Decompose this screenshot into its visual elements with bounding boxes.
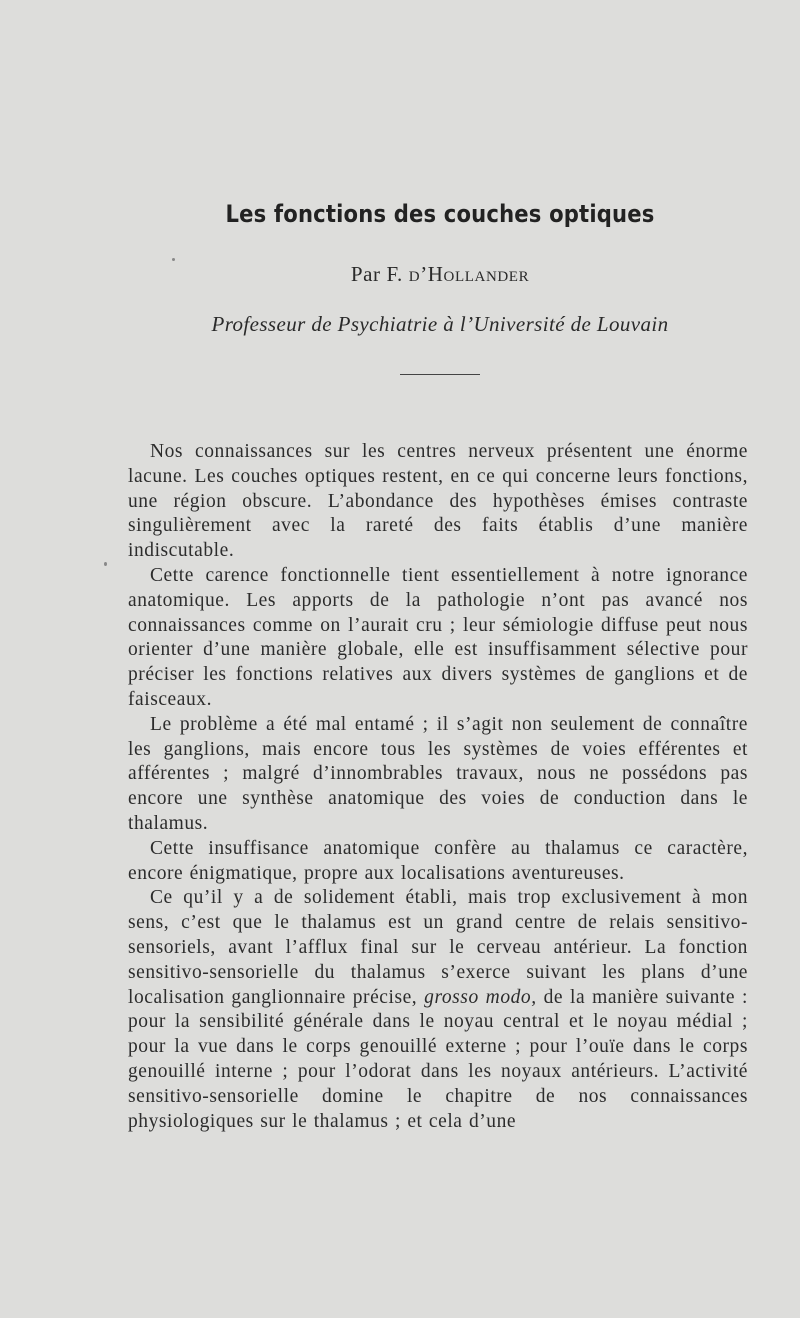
paragraph-5 (128, 886, 748, 1134)
paragraph-1: Nos connaissances sur les centres nerveux présentent une énorme lacune. Les couches optiques restent, en ce qui concerne leurs fonctions, une région obscure. L’abondance des hypothèses émises contraste singulièrement avec la rareté des faits établis d’une manière indiscutable. (128, 441, 748, 562)
paper-speck (172, 258, 175, 261)
paragraph-3: Le problème a été mal entamé ; il s’agit non seulement de connaître les ganglions, mais encore tous les systèmes de voies efférentes et afférentes ; malgré d’innombrables travaux, nous ne possédons pas encore une synthèse anatomique des voies de conduction dans le thalamus. (128, 713, 748, 834)
author-name: d’Hollander (408, 262, 530, 286)
paragraph-2: Cette carence fonctionnelle tient essentiellement à notre ignorance anatomique. Les apports de la pathologie n’ont pas avancé nos connaissances comme on l’aurait cru ; leur sémiologie diffuse peut nous orienter d’une manière globale, elle est insuffisamment sélective pour préciser les fonctions relatives aux divers systèmes de ganglions et de faisceaux. (128, 564, 748, 710)
paper-speck (104, 562, 107, 566)
title-separator-rule (400, 374, 480, 375)
paragraph-4: Cette insuffisance anatomique confère au thalamus ce caractère, encore énigmatique, propre aux localisations aventureuses. (128, 837, 748, 884)
paragraph-5-italic: grosso modo, (424, 986, 537, 1008)
article-title: Les fonctions des couches optiques (225, 200, 655, 228)
author-line (0, 262, 800, 287)
paragraph-5-part-1: Ce qu’il y a de solidement établi, mais trop exclusivement à mon sens, c’est que le thalamus est un grand centre de relais sensitivo-sensoriels, avant l’afflux final sur le cerveau antérieur. La fonction sensitivo-sensorielle du thalamus s’exerce suivant les plans d’une localisation ganglionnaire précise, (128, 887, 748, 1008)
author-affiliation: Professeur de Psychiatrie à l’Université de Louvain (211, 312, 669, 336)
author-prefix: Par F. (350, 262, 409, 286)
paragraph-5-part-2: de la manière suivante : pour la sensibilité générale dans le noyau central et le noyau médial ; pour la vue dans le corps genouillé externe ; pour l’ouïe dans le corps genouillé interne ; pour l’odorat dans les noyaux antérieurs. L’activité sensitivo-sensorielle domine le chapitre de nos connaissances physiologiques sur le thalamus ; et cela d’une (128, 986, 748, 1132)
article-body (128, 440, 748, 1134)
